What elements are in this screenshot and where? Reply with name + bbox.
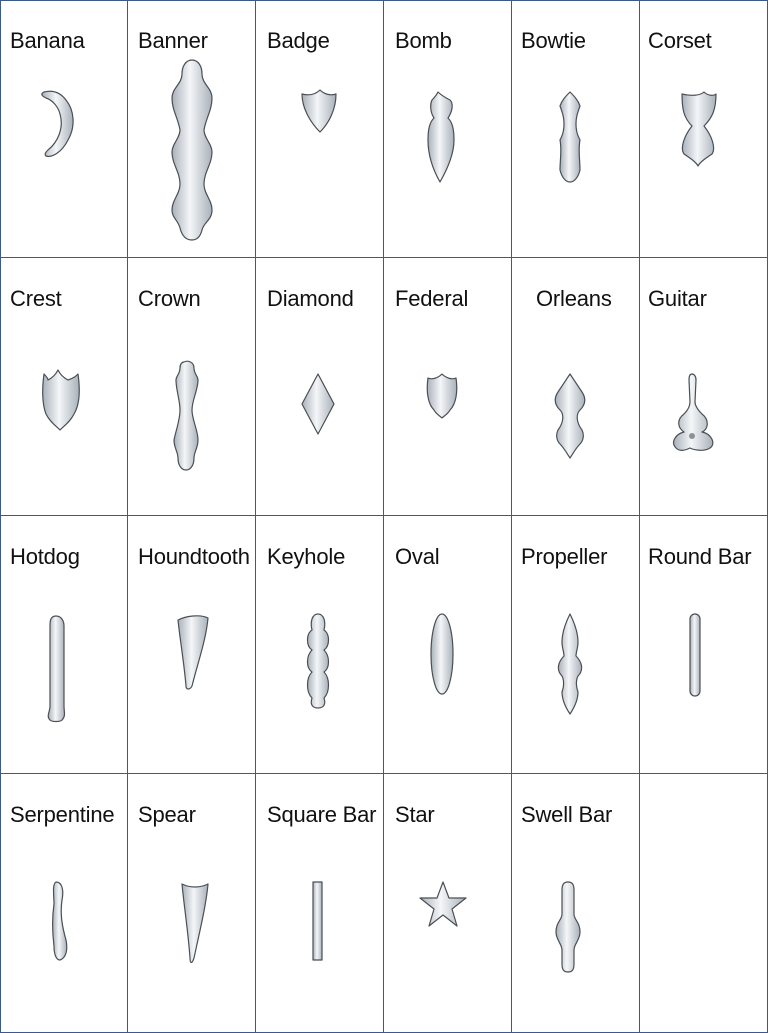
banner-shape-icon (128, 0, 256, 258)
shape-cell-federal (384, 258, 512, 516)
guitar-shape-icon (640, 258, 768, 516)
shape-cell-banana (0, 0, 128, 258)
spear-shape-icon (128, 774, 256, 1033)
keyhole-shape-icon (256, 516, 384, 774)
shape-label-crest: Crest (10, 286, 62, 311)
square-bar-shape-icon (256, 774, 384, 1033)
shape-cell-serpentine (0, 774, 128, 1033)
shape-cell-houndtooth (128, 516, 256, 774)
shape-cell-diamond (256, 258, 384, 516)
shape-cell-crest (0, 258, 128, 516)
shape-label-spear: Spear (138, 802, 196, 827)
hotdog-shape-icon (0, 516, 128, 774)
shape-label-square-bar: Square Bar (267, 802, 377, 827)
shape-cell-round-bar (640, 516, 768, 774)
shape-label-swell-bar: Swell Bar (521, 802, 613, 827)
shape-cell-swell-bar (512, 774, 640, 1033)
shape-cell-badge (256, 0, 384, 258)
houndtooth-shape-icon (128, 516, 256, 774)
shape-cell-crown (128, 258, 256, 516)
shape-cell-oval (384, 516, 512, 774)
oval-shape-icon (384, 516, 512, 774)
empty-cell (640, 774, 768, 1033)
shape-cell-banner (128, 0, 256, 258)
shape-label-guitar: Guitar (648, 286, 707, 311)
crest-shape-icon (0, 258, 128, 516)
shape-label-hotdog: Hotdog (10, 544, 80, 569)
shape-label-crown: Crown (138, 286, 201, 311)
shape-label-federal: Federal (395, 286, 469, 311)
shape-label-badge: Badge (267, 28, 330, 53)
shape-label-propeller: Propeller (521, 544, 608, 569)
shape-label-orleans: Orleans (536, 286, 612, 311)
shape-cell-star (384, 774, 512, 1033)
shape-cell-guitar (640, 258, 768, 516)
shape-cell-corset (640, 0, 768, 258)
shape-cell-bowtie (512, 0, 640, 258)
shape-cell-square-bar (256, 774, 384, 1033)
shape-cell-propeller (512, 516, 640, 774)
shape-label-bowtie: Bowtie (521, 28, 586, 53)
swell-bar-shape-icon (512, 774, 640, 1033)
bowtie-shape-icon (512, 0, 640, 258)
federal-shape-icon (384, 258, 512, 516)
shape-label-keyhole: Keyhole (267, 544, 346, 569)
shape-cell-orleans (512, 258, 640, 516)
banana-shape-icon (0, 0, 128, 258)
shape-label-round-bar: Round Bar (648, 544, 752, 569)
propeller-shape-icon (512, 516, 640, 774)
shape-label-corset: Corset (648, 28, 712, 53)
shape-label-oval: Oval (395, 544, 440, 569)
star-shape-icon (384, 774, 512, 1033)
serpentine-shape-icon (0, 774, 128, 1033)
round-bar-shape-icon (640, 516, 768, 774)
diamond-shape-icon (256, 258, 384, 516)
shape-cell-keyhole (256, 516, 384, 774)
shape-label-star: Star (395, 802, 435, 827)
shape-label-banana: Banana (10, 28, 85, 53)
shape-cell-spear (128, 774, 256, 1033)
shape-label-serpentine: Serpentine (10, 802, 115, 827)
corset-shape-icon (640, 0, 768, 258)
crown-shape-icon (128, 258, 256, 516)
shape-label-bomb: Bomb (395, 28, 452, 53)
shape-label-diamond: Diamond (267, 286, 354, 311)
shape-label-houndtooth: Houndtooth (138, 544, 250, 569)
shape-cell-bomb (384, 0, 512, 258)
shape-cell-hotdog (0, 516, 128, 774)
bomb-shape-icon (384, 0, 512, 258)
badge-shape-icon (256, 0, 384, 258)
orleans-shape-icon (512, 258, 640, 516)
shape-label-banner: Banner (138, 28, 208, 53)
